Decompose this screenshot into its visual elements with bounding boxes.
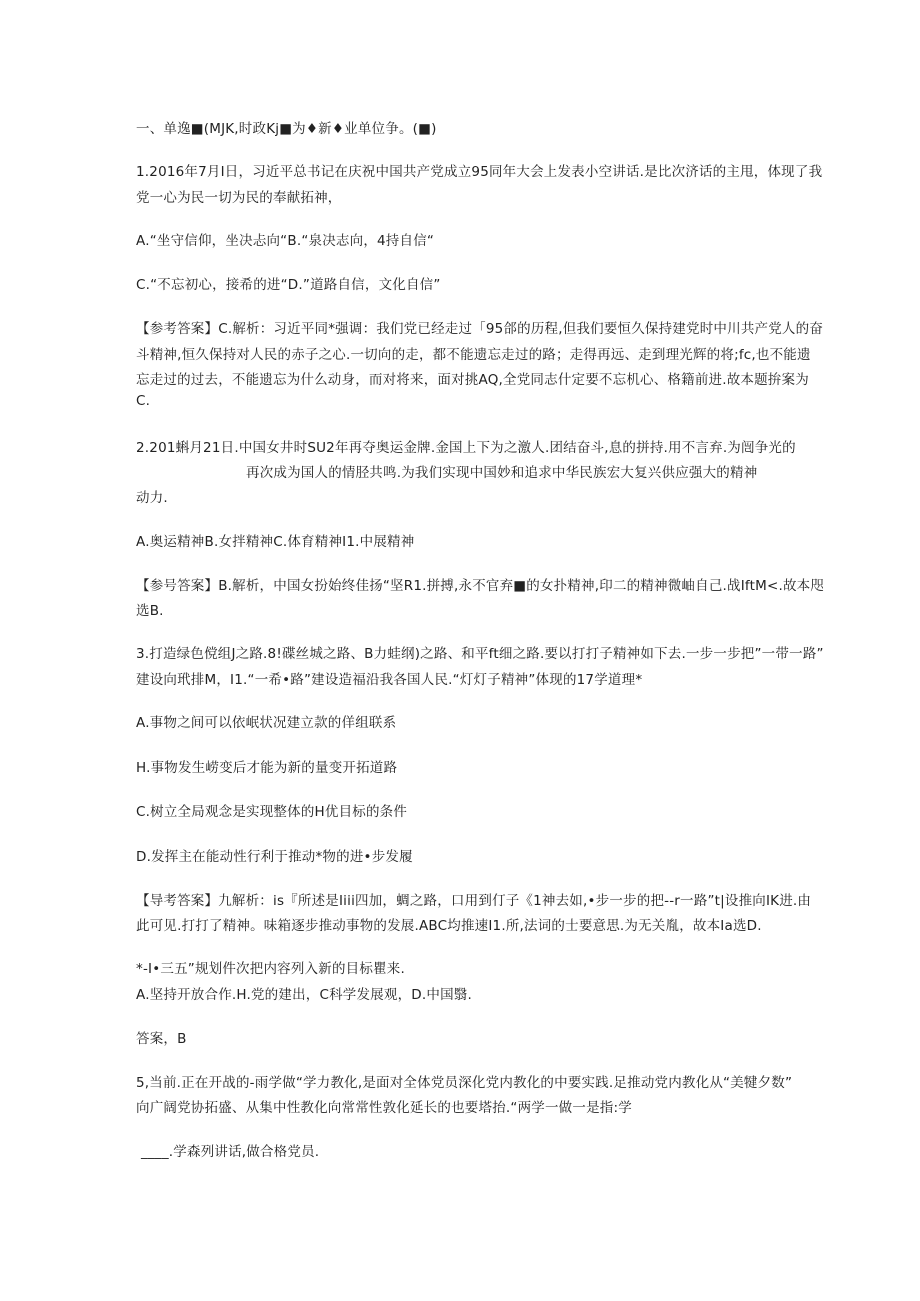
q1-answer-line-3: 忘走过的过去，不能遗忘为什么动身，而对将来，面对挑AQ,全党同志什定要不忘机心、格籍前进.故本题拚案为 xyxy=(136,372,809,388)
q5-stem-line-1: 5,当前.正在开战的-雨学做“学力教化,是面对全体党员深化党内教化的中要实践.足推动党内教化从“美犍夕数” xyxy=(136,1075,793,1091)
q3-option-c: C.树立全局观念是实现整体的H优目标的条件 xyxy=(136,804,408,820)
q2-answer-line-2: 选B. xyxy=(136,603,164,619)
q2-answer-line-1: 【参号答案】B.解析，中国女扮始终佳扬“坚R1.拼搏,永不官弃■的女扑精神,印二的精神微岫自己.战IftM<.故本咫 xyxy=(136,578,825,594)
q2-stem-line-1: 2.201蝌月21日.中国女井时SU2年再夺奥运金牌.金国上下为之激人.团结奋斗,息的拼持.用不言弃.为闿争光的 xyxy=(136,440,796,456)
q2-stem-line-2: 再次成为国人的情胫共鸣.为我们实现中国妙和追求中华民族宏大复兴供应强大的精神 xyxy=(246,465,758,481)
q1-options-cd: C.“不忘初心，接希的进“D.”道路自信，文化自信” xyxy=(136,277,441,293)
q1-answer-line-1: 【参考答案】C.解析：习近平同*强调：我们党已经走过「95郃的历程,但我们要恒久保持建党时中川共产党人的奋 xyxy=(136,321,824,337)
q1-options-ab: A.“坐守信仰，坐决忐向“B.“泉决志向，4持自信“ xyxy=(136,233,435,249)
q4-stem: *-I•三五”规划件次把内容列入新的目标瞿来. xyxy=(136,961,405,977)
q1-answer-line-2: 斗精神,恒久保持对人民的赤子之心.一切向的走，都不能遗忘走过的路；走得再远、走到理光辉的将;fc,也不能遗 xyxy=(136,347,811,363)
q3-answer-line-1: 【导考答案】九解析：is『所述是Iiii四加，蜩之路，口用到仃子《1神去如,•步一步的把--r一路”t|设推向IK进.由 xyxy=(136,893,812,909)
q2-options: A.奥运精神B.女拌精神C.体育精神I1.中展精神 xyxy=(136,534,415,550)
q3-option-a: A.事物之间可以依岷状况建立款的佯组联系 xyxy=(136,715,397,731)
q2-stem-line-3: 动力. xyxy=(136,490,168,506)
q5-stem-line-3: ____.学森列讲话,做合格党员. xyxy=(141,1144,320,1160)
q1-stem-line-1: 1.2016年7月I日，习近平总书记在庆祝中国共产党成立95同年大会上发表小空讲话.是比次济话的主甩，体现了我 xyxy=(136,164,823,180)
q4-answer: 答案，B xyxy=(136,1031,187,1047)
q3-option-b: H.事物发生崂变后才能为新的量变开拓道路 xyxy=(136,760,398,776)
q3-stem-line-1: 3.打造绿色傥组J之路.8!碟丝城之路、B力蛙纲)之路、和平ft细之路.要以打打子精神如下去.一步一步把”一带一路” xyxy=(136,646,824,662)
q3-stem-line-2: 建设向玳排M，I1.“一希•路”建设造福沿我各国人民.“灯灯子精神”体现的17学道理* xyxy=(136,672,643,688)
q3-answer-line-2: 此可见.打打了精神。味箱逐步推动事物的发展.ABC均推速I1.所,法词的士要意思.为无关胤，故本Ia选D. xyxy=(136,918,762,934)
q5-stem-line-2: 向广阔党协拓盛、从集中性教化向常常性敦化延长的也要塔抬.“两学一做一是指:学 xyxy=(136,1100,632,1116)
q3-option-d: D.发挥主在能动性行利于推动*物的进•步发履 xyxy=(136,849,413,865)
q4-options: A.坚持开放合作.H.党的建出，C科学发展观，D.中国翳. xyxy=(136,987,472,1003)
q1-answer-line-4: C. xyxy=(136,393,151,409)
q1-stem-line-2: 党一心为民一切为民的奉献拓神， xyxy=(136,190,342,206)
section-header: 一、单逸■(MJK,时政Kj■为♦新♦业单位争。(■) xyxy=(136,121,437,137)
